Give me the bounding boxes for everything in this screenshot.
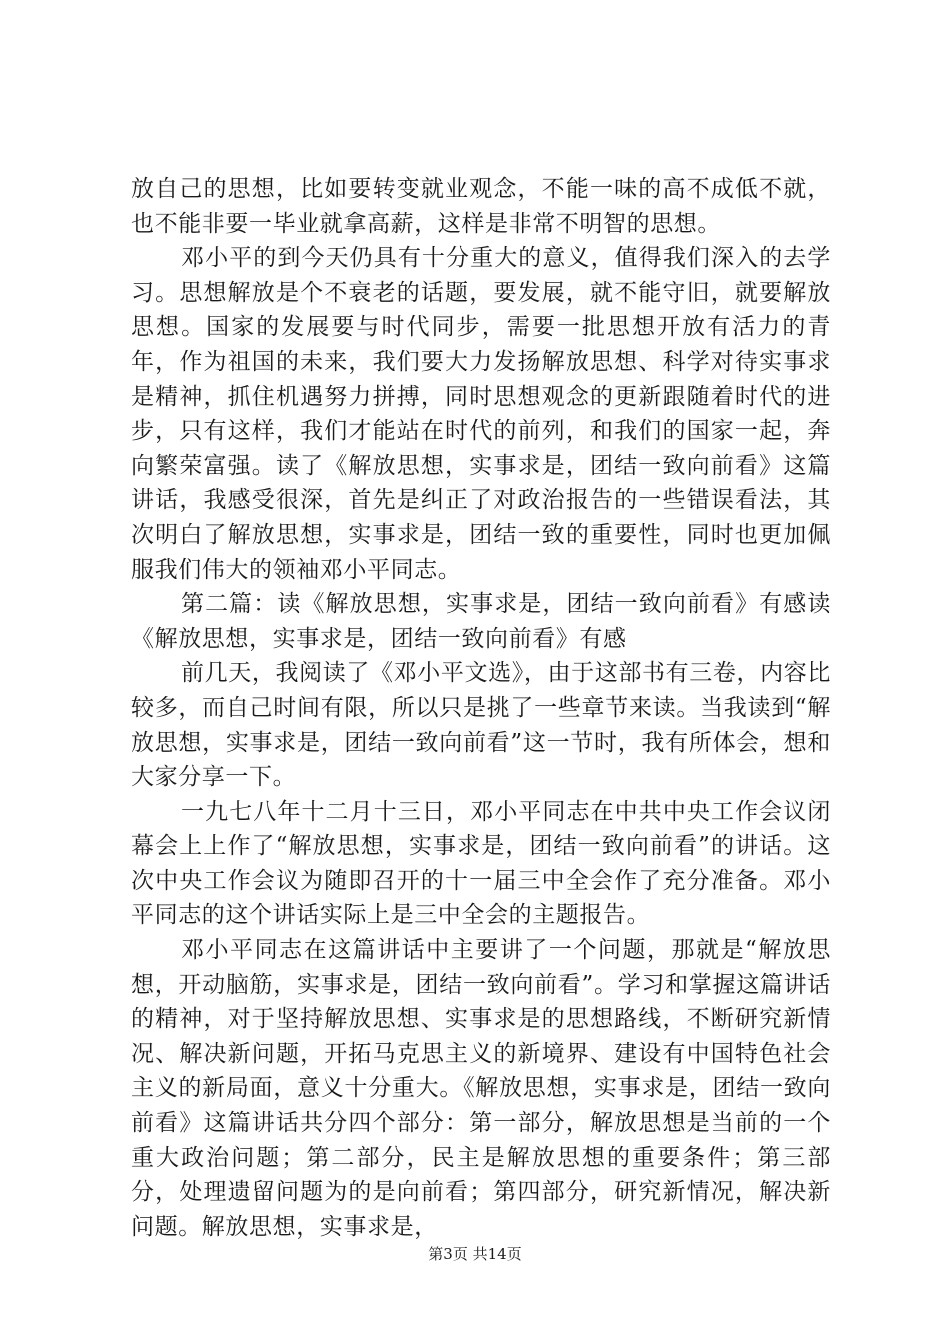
paragraph-second-article-title: 第二篇：读《解放思想，实事求是，团结一致向前看》有感读《解放思想，实事求是，团结一致向前看》有感 [131, 591, 831, 652]
document-body [131, 172, 831, 1244]
paragraph-reading-intro: 前几天，我阅读了《邓小平文选》，由于这部书有三卷，内容比较多，而自己时间有限，所以只是挑了一些章节来读。当我读到“解放思想，实事求是，团结一致向前看”这一节时，我有所体会，想和大家分享一下。 [131, 660, 831, 791]
paragraph-speech-summary: 邓小平同志在这篇讲话中主要讲了一个问题，那就是“解放思想，开动脑筋，实事求是，团结一致向前看”。学习和掌握这篇讲话的精神，对于坚持解放思想、实事求是的思想路线，不断研究新情况、解决新问题，开拓马克思主义的新境界、建设有中国特色社会主义的新局面，意义十分重大。《解放思想，实事求是，团结一致向前看》这篇讲话共分四个部分：第一部分，解放思想是当前的一个重大政治问题；第二部分，民主是解放思想的重要条件；第三部分，处理遗留问题为的是向前看；第四部分，研究新情况，解决新问题。解放思想，实事求是， [131, 937, 831, 1240]
paragraph-continuation: 放自己的思想，比如要转变就业观念，不能一味的高不成低不就，也不能非要一毕业就拿高薪，这样是非常不明智的思想。 [131, 176, 831, 237]
paragraph-significance: 邓小平的到今天仍具有十分重大的意义，值得我们深入的去学习。思想解放是个不衰老的话题，要发展，就不能守旧，就要解放思想。国家的发展要与时代同步，需要一批思想开放有活力的青年，作为祖国的未来，我们要大力发扬解放思想、科学对待实事求是精神，抓住机遇努力拼搏，同时思想观念的更新跟随着时代的进步，只有这样，我们才能站在时代的前列，和我们的国家一起，奔向繁荣富强。读了《解放思想，实事求是，团结一致向前看》这篇讲话，我感受很深，首先是纠正了对政治报告的一些错误看法，其次明白了解放思想，实事求是，团结一致的重要性，同时也更加佩服我们伟大的领袖邓小平同志。 [131, 245, 831, 583]
page-number-footer: 第3页 共14页 [428, 1245, 522, 1263]
paragraph-historical-context: 一九七八年十二月十三日，邓小平同志在中共中央工作会议闭幕会上上作了“解放思想，实事求是，团结一致向前看”的讲话。这次中央工作会议为随即召开的十一届三中全会作了充分准备。邓小平同志的这个讲话实际上是三中全会的主题报告。 [131, 798, 831, 929]
